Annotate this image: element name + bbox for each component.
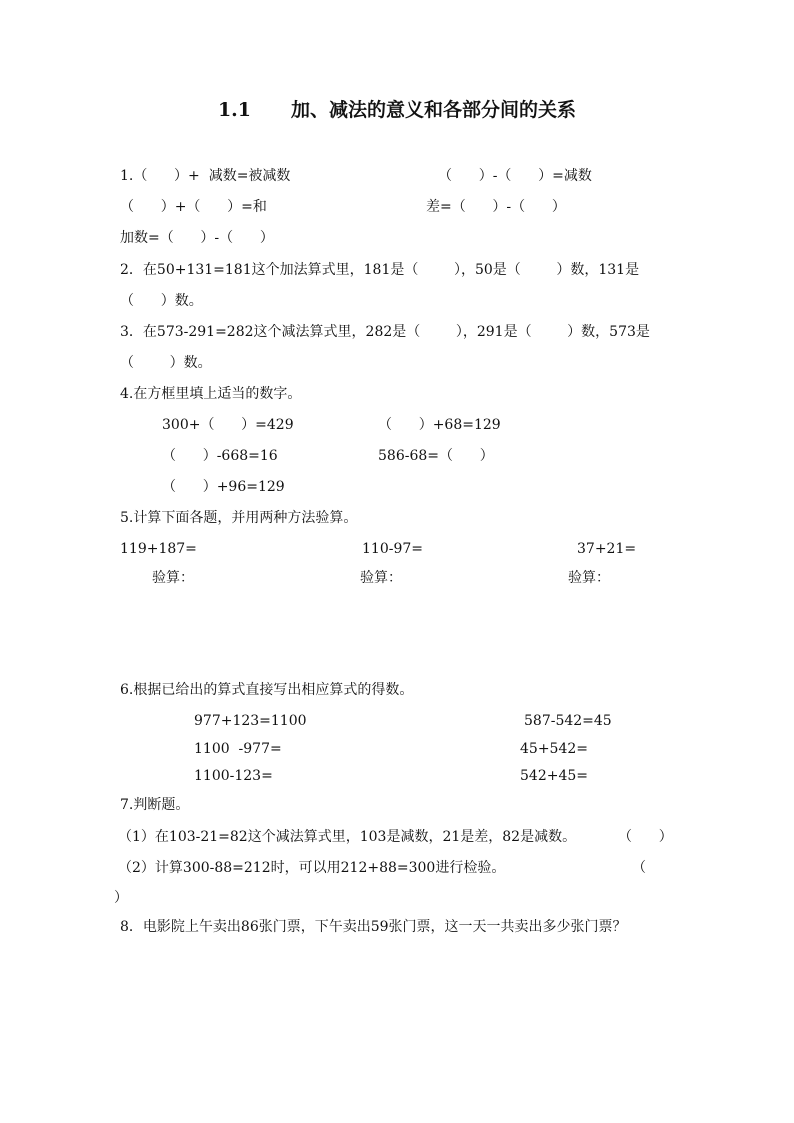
q2-line2: （ ）数。 xyxy=(120,293,203,309)
q6-right-2: 45+542= xyxy=(520,741,588,757)
q4-item-e: （ ）+96=129 xyxy=(162,479,285,495)
q7-item-2: （2）计算300-88=212时，可以用212+88=300进行检验。 xyxy=(118,860,506,876)
q4-item-c: （ ）-668=16 xyxy=(162,448,278,464)
q6-right-1: 587-542=45 xyxy=(524,713,612,729)
q1-line2-right: 差=（ ）-（ ） xyxy=(426,199,566,215)
page-title xyxy=(0,98,794,122)
q5-problem-3: 37+21= xyxy=(577,541,637,557)
q8-text: 8．电影院上午卖出86张门票，下午卖出59张门票，这一天一共卖出多少张门票？ xyxy=(120,919,627,935)
q6-left-3: 1100-123= xyxy=(194,768,273,784)
q5-check-label-3: 验算： xyxy=(568,570,610,586)
q5-check-label-2: 验算： xyxy=(360,570,402,586)
q1-line1-right: （ ）-（ ）=减数 xyxy=(438,168,592,184)
q5-check-label-1: 验算： xyxy=(152,570,194,586)
q3-line2: （ ）数。 xyxy=(120,355,212,371)
q4-item-a: 300+（ ）=429 xyxy=(162,417,294,433)
q4-item-d: 586-68=（ ） xyxy=(378,448,494,464)
q1-line2-left: （ ）+（ ）=和 xyxy=(120,199,267,215)
q7-item-1: （1）在103-21=82这个减法算式里，103是减数，21是差，82是减数。 xyxy=(118,829,577,845)
q7-heading: 7.判断题。 xyxy=(120,797,190,813)
q7-item-1-answer-paren: （ ） xyxy=(618,829,673,845)
q4-heading: 4.在方框里填上适当的数字。 xyxy=(120,386,302,402)
q1-line1-left: 1.（ ）+ 减数=被减数 xyxy=(120,168,291,184)
q7-item-2-paren-open: （ xyxy=(632,860,646,876)
q5-heading: 5.计算下面各题，并用两种方法验算。 xyxy=(120,510,358,526)
section-title-text: 加、减法的意义和各部分间的关系 xyxy=(291,99,577,121)
q3-line1: 3．在573-291=282这个减法算式里，282是（ ），291是（ ）数，573是 xyxy=(120,324,650,340)
q6-left-1: 977+123=1100 xyxy=(194,713,307,729)
q7-item-2-paren-close: ） xyxy=(114,890,128,906)
q5-problem-2: 110-97= xyxy=(362,541,423,557)
q6-right-3: 542+45= xyxy=(520,768,588,784)
q6-heading: 6.根据已给出的算式直接写出相应算式的得数。 xyxy=(120,682,414,698)
q6-left-2: 1100 -977= xyxy=(194,741,282,757)
q1-line3: 加数=（ ）-（ ） xyxy=(120,230,274,246)
q2-line1: 2．在50+131=181这个加法算式里，181是（ ），50是（ ）数，131是 xyxy=(120,262,640,278)
q4-item-b: （ ）+68=129 xyxy=(378,417,501,433)
section-number: 1.1 xyxy=(217,99,252,121)
q5-problem-1: 119+187= xyxy=(120,541,197,557)
